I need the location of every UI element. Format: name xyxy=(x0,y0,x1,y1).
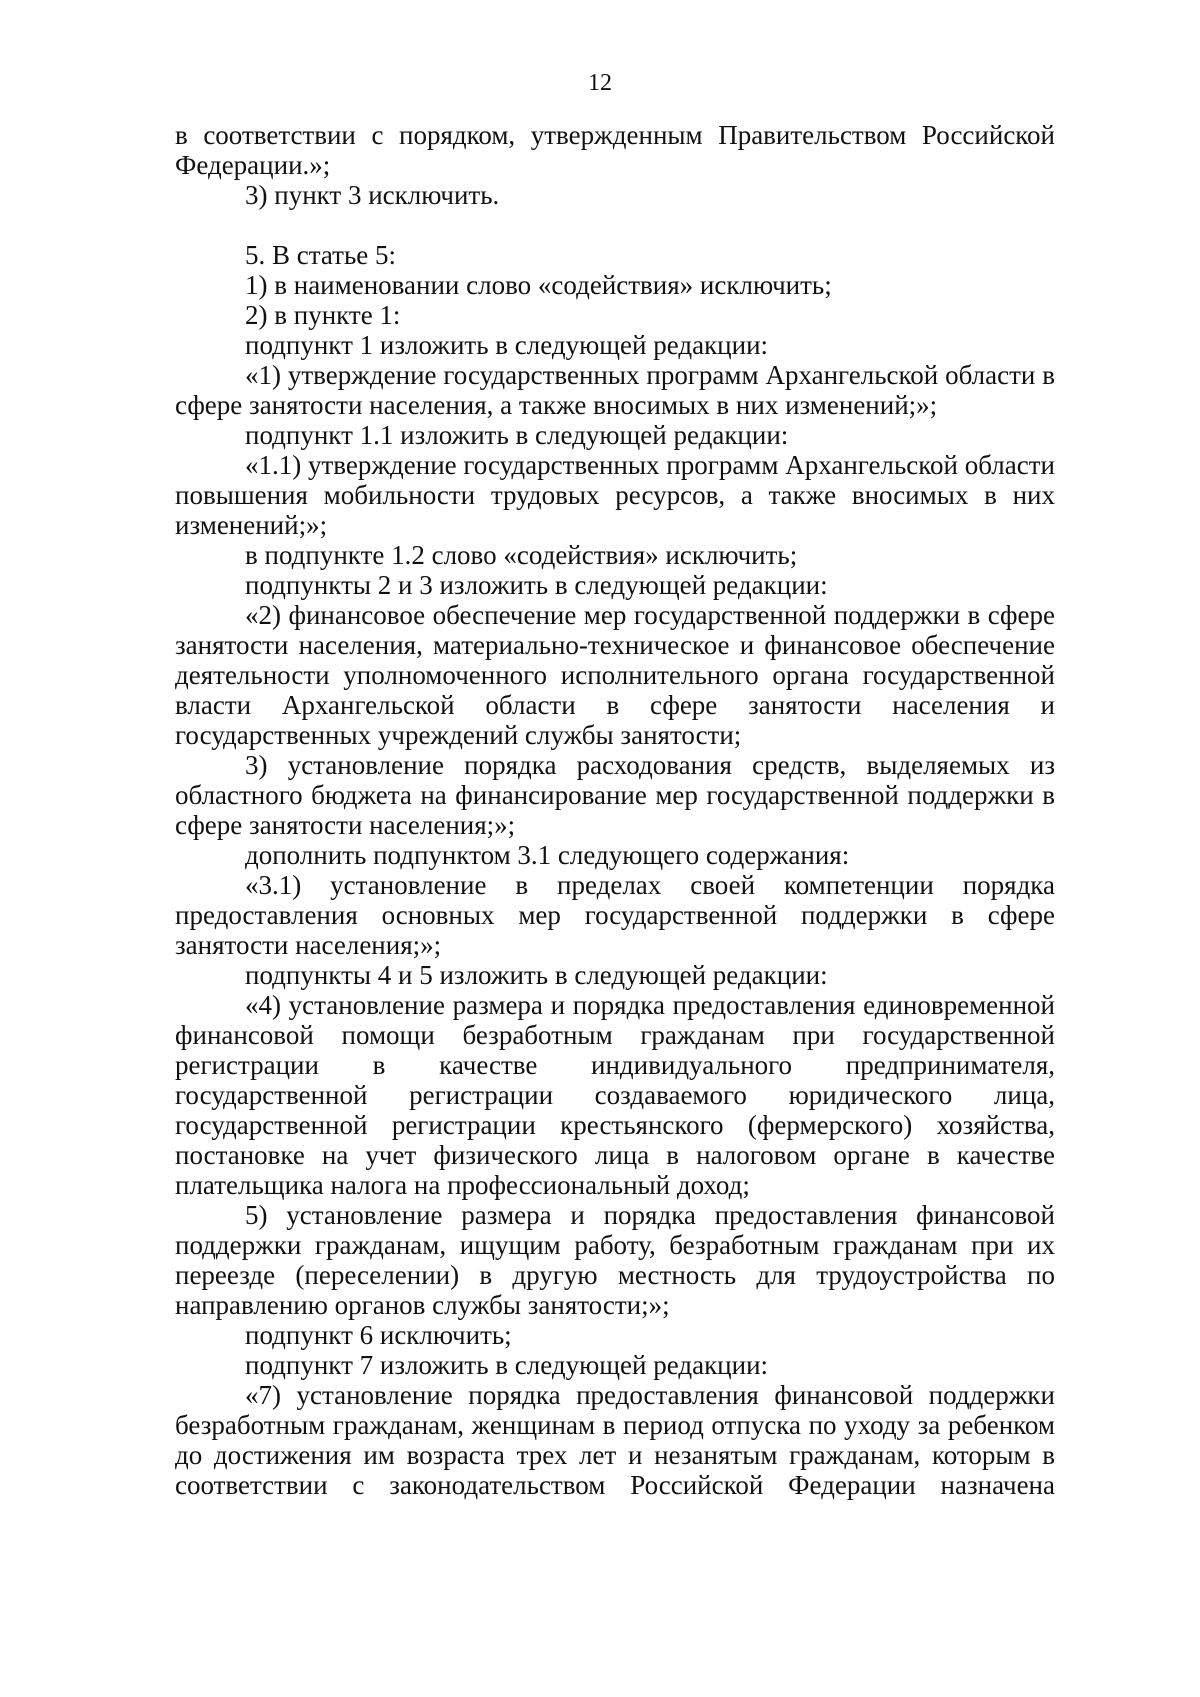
paragraph-subitem-1-2-instruction: в подпункте 1.2 слово «содействия» исключить; xyxy=(245,540,798,570)
paragraph-item-3: 3) пункт 3 исключить. xyxy=(245,180,500,210)
paragraph-continuation: в соответствии с порядком, утвержденным Правительством Российской Федерации.»; xyxy=(175,120,1055,180)
paragraph-item-2: 2) в пункте 1: xyxy=(245,300,401,330)
document-body xyxy=(175,120,1055,1500)
paragraph-subitem-6-instruction: подпункт 6 исключить; xyxy=(245,1320,512,1350)
paragraph-subitems-2-3-instruction: подпункты 2 и 3 изложить в следующей редакции: xyxy=(245,570,828,600)
paragraph-subitem-1-1-instruction: подпункт 1.1 изложить в следующей редакции: xyxy=(245,420,789,450)
paragraph-subitem-1-1-text: «1.1) утверждение государственных программ Архангельской области повышения мобильности трудовых ресурсов, а также вносимых в них изменений;»; xyxy=(175,450,1055,540)
paragraph-subitem-3-1-instruction: дополнить подпунктом 3.1 следующего содержания: xyxy=(245,840,850,870)
paragraph-item-1: 1) в наименовании слово «содействия» исключить; xyxy=(245,270,832,300)
paragraph-subitem-1-text: «1) утверждение государственных программ Архангельской области в сфере занятости населения, а также вносимых в них изменений;»; xyxy=(175,360,1055,420)
paragraph-article-5-heading: 5. В статье 5: xyxy=(245,240,397,270)
paragraph-subitem-5-text: 5) установление размера и порядка предоставления финансовой поддержки гражданам, ищущим работу, безработным гражданам при их переезде (переселении) в другую местность для трудоустройства по направлению органов службы занятости;»; xyxy=(175,1200,1055,1320)
paragraph-subitem-3-1-text: «3.1) установление в пределах своей компетенции порядка предоставления основных мер государственной поддержки в сфере занятости населения;»; xyxy=(175,870,1055,960)
paragraph-subitem-7-instruction: подпункт 7 изложить в следующей редакции: xyxy=(245,1350,769,1380)
paragraph-subitem-4-text: «4) установление размера и порядка предоставления единовременной финансовой помощи безработным гражданам при государственной регистрации в качестве индивидуального предпринимателя, государственной регистрации создаваемого юридического лица, государственной регистрации крестьянского (фермерского) хозяйства, постановке на учет физического лица в налоговом органе в качестве плательщика налога на профессиональный доход; xyxy=(175,990,1055,1200)
paragraph-subitem-1-instruction: подпункт 1 изложить в следующей редакции: xyxy=(245,330,769,360)
page-number: 12 xyxy=(588,70,612,96)
paragraph-subitems-4-5-instruction: подпункты 4 и 5 изложить в следующей редакции: xyxy=(245,960,828,990)
paragraph-subitem-2-text: «2) финансовое обеспечение мер государственной поддержки в сфере занятости населения, материально-техническое и финансовое обеспечение деятельности уполномоченного исполнительного органа государственной власти Архангельской области в сфере занятости населения и государственных учреждений службы занятости; xyxy=(175,600,1055,750)
paragraph-subitem-7-text: «7) установление порядка предоставления финансовой поддержки безработным гражданам, женщинам в период отпуска по уходу за ребенком до достижения им возраста трех лет и незанятым гражданам, которым в соответствии с законодательством Российской Федерации назначена xyxy=(175,1380,1055,1500)
paragraph-subitem-3-text: 3) установление порядка расходования средств, выделяемых из областного бюджета на финансирование мер государственной поддержки в сфере занятости населения;»; xyxy=(175,750,1055,840)
